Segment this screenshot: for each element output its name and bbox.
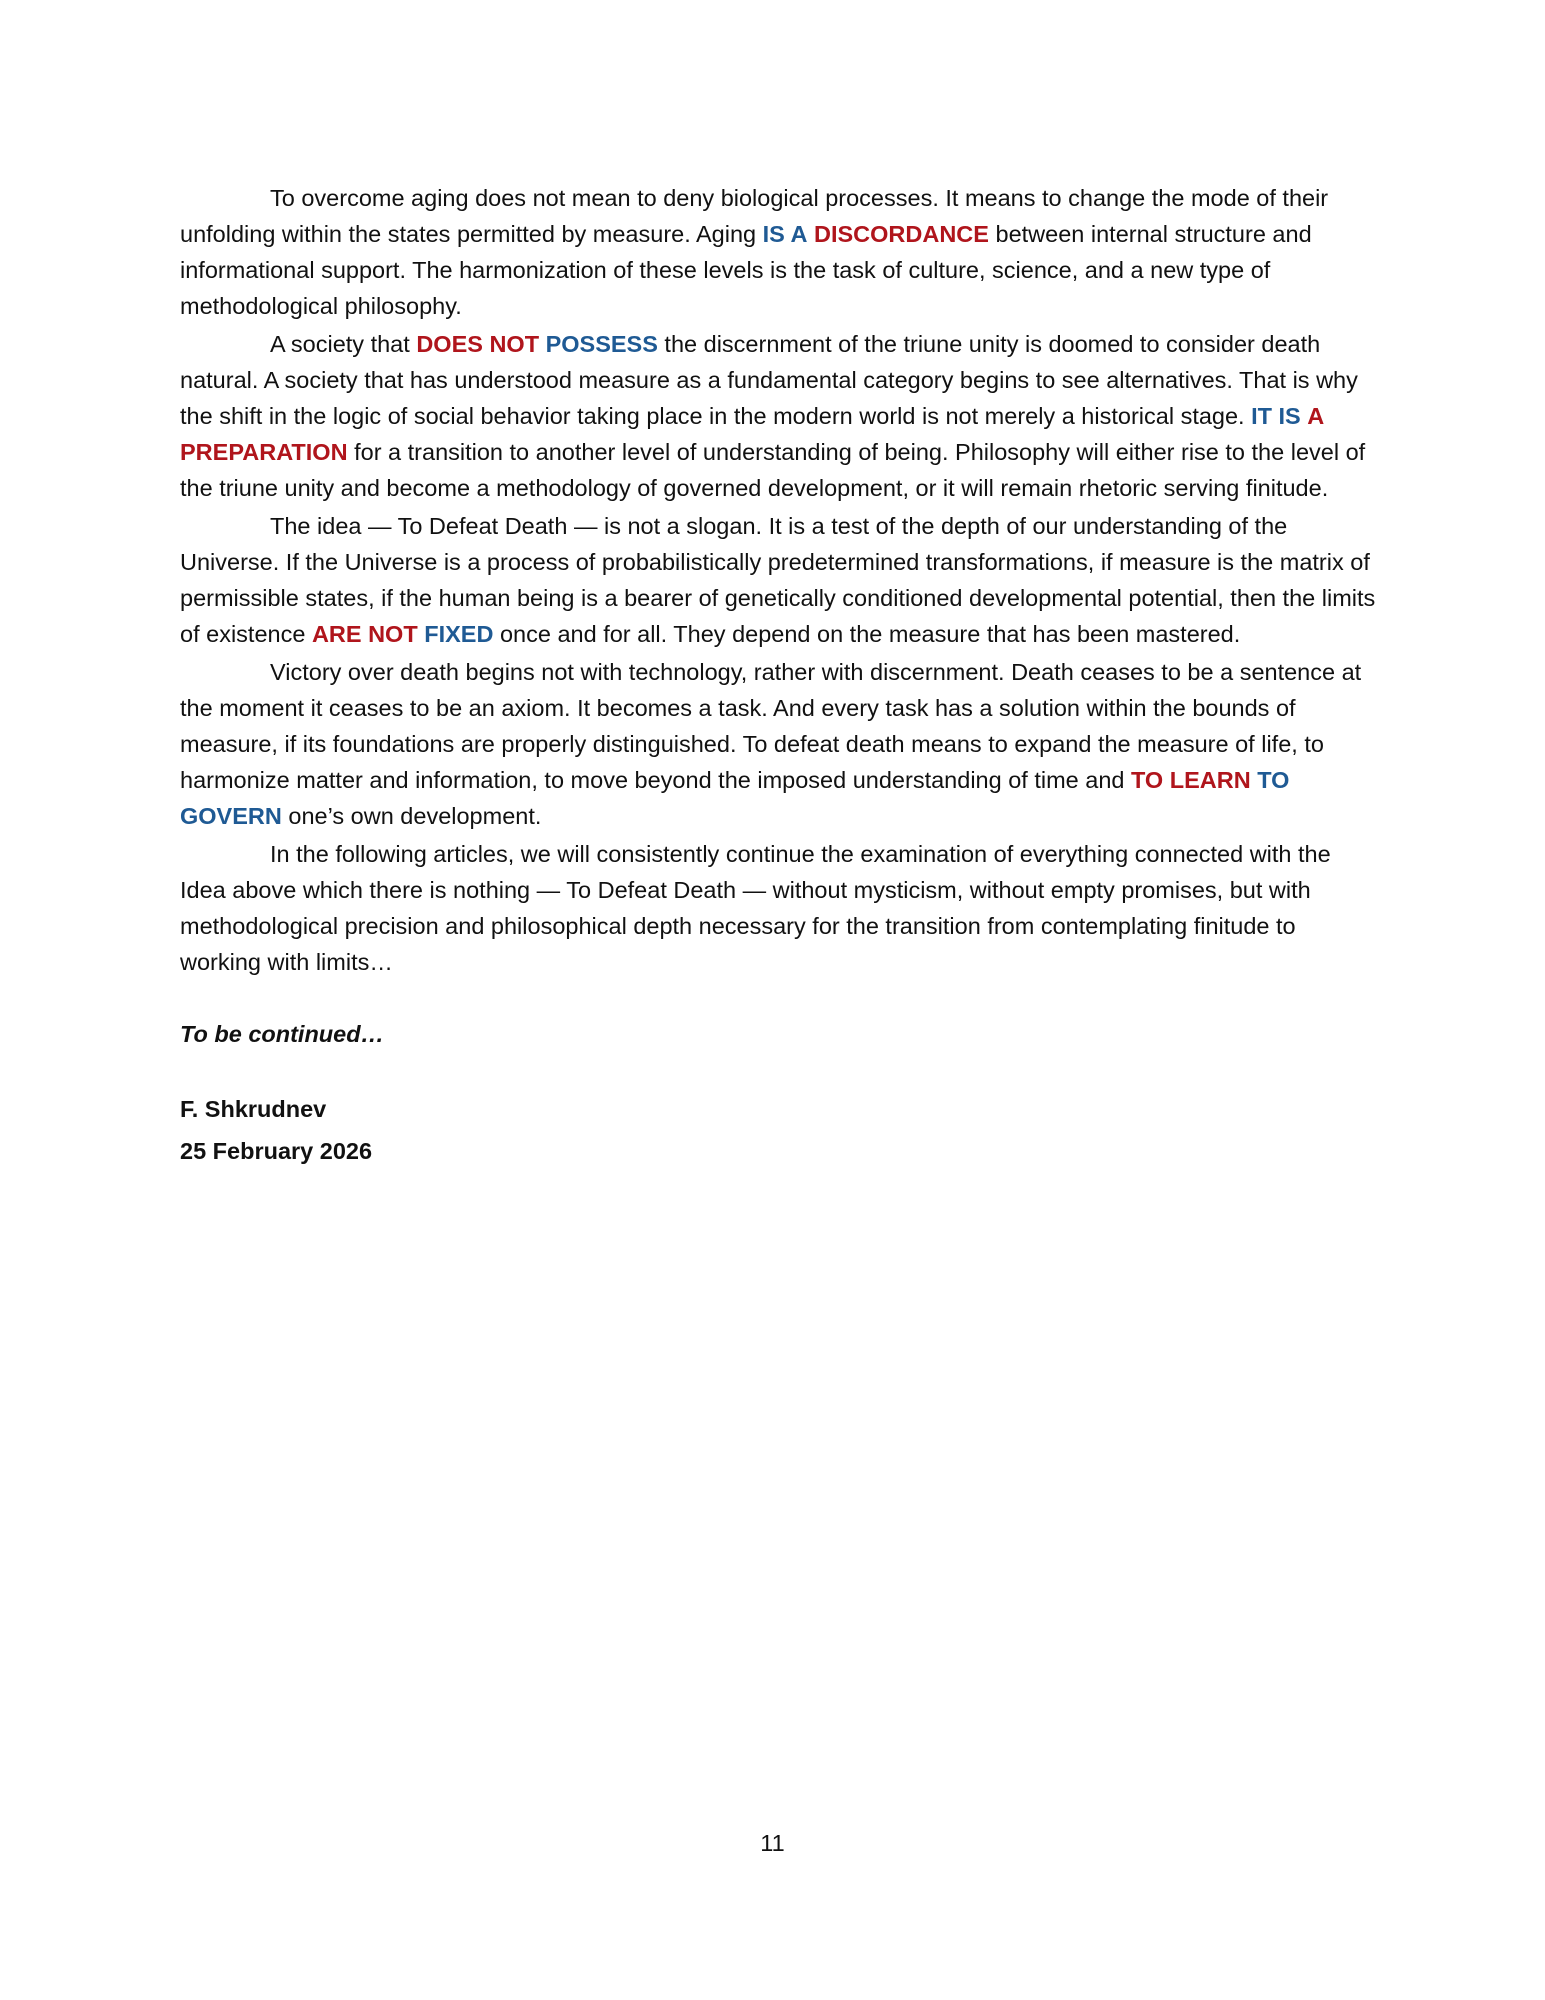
text-run: one’s own development. bbox=[281, 803, 542, 829]
paragraph bbox=[180, 508, 1380, 652]
text-run: Victory over death begins not with technology, rather with discernment. Death ceases to be a sentence at the moment it ceases to be an axiom. It becomes a task. And every task has a solution within the bounds of measure, if its foundations are properly distinguished. To defeat death means to expand the measure of life, to harmonize matter and information, to move beyond the imposed understanding of time and bbox=[180, 659, 1362, 793]
highlight-blue: IT IS bbox=[1251, 403, 1301, 429]
highlight-red: DOES NOT bbox=[416, 331, 540, 357]
text-run: A society that bbox=[270, 331, 417, 357]
text-run: between internal structure and informational support. The harmonization of these levels is the task of culture, science, and a new type of methodological philosophy. bbox=[180, 221, 1312, 319]
document-page bbox=[180, 180, 1380, 1172]
highlight-red: TO LEARN bbox=[1131, 767, 1251, 793]
paragraph bbox=[180, 836, 1380, 980]
highlight-red: A PREPARATION bbox=[180, 403, 1324, 465]
text-run: To overcome aging does not mean to deny biological processes. It means to change the mode of their unfolding within the states permitted by measure. Aging bbox=[180, 185, 1329, 247]
paragraph bbox=[180, 180, 1380, 324]
text-run: the discernment of the triune unity is doomed to consider death natural. A society that has understood measure as a fundamental category begins to see alternatives. That is why the shift in the logic of social behavior taking place in the modern world is not merely a historical stage. bbox=[180, 331, 1358, 429]
to-be-continued: To be continued… bbox=[180, 1021, 385, 1047]
highlight-red: ARE NOT bbox=[311, 621, 418, 647]
paragraph bbox=[180, 326, 1380, 506]
page-number: 11 bbox=[760, 1830, 785, 1856]
signature-block bbox=[180, 1016, 1380, 1172]
text-run: for a transition to another level of understanding of being. Philosophy will either rise to the level of the triune unity and become a methodology of governed development, or it will remain rhetoric serving finitude. bbox=[180, 439, 1366, 501]
text-run: once and for all. They depend on the measure that has been mastered. bbox=[493, 621, 1241, 647]
text-run: The idea — To Defeat Death — is not a slogan. It is a test of the depth of our understanding of the Universe. If the Universe is a process of probabilistically predetermined transformations, if measure is the matrix of permissible states, if the human being is a bearer of genetically conditioned developmental potential, then the limits of existence bbox=[180, 513, 1376, 647]
highlight-blue: FIXED bbox=[424, 621, 494, 647]
text-run: In the following articles, we will consistently continue the examination of everything connected with the Idea above which there is nothing — To Defeat Death — without mysticism, without empty promises, but with methodological precision and philosophical depth necessary for the transition from contemplating finitude to working with limits… bbox=[180, 841, 1331, 975]
author-name: F. Shkrudnev bbox=[180, 1096, 327, 1122]
highlight-blue: IS A bbox=[762, 221, 808, 247]
publication-date: 25 February 2026 bbox=[180, 1138, 373, 1164]
highlight-blue: POSSESS bbox=[545, 331, 658, 357]
highlight-red: DISCORDANCE bbox=[814, 221, 989, 247]
paragraph bbox=[180, 654, 1380, 834]
article-body bbox=[180, 180, 1380, 980]
highlight-blue: TO GOVERN bbox=[180, 767, 1290, 829]
